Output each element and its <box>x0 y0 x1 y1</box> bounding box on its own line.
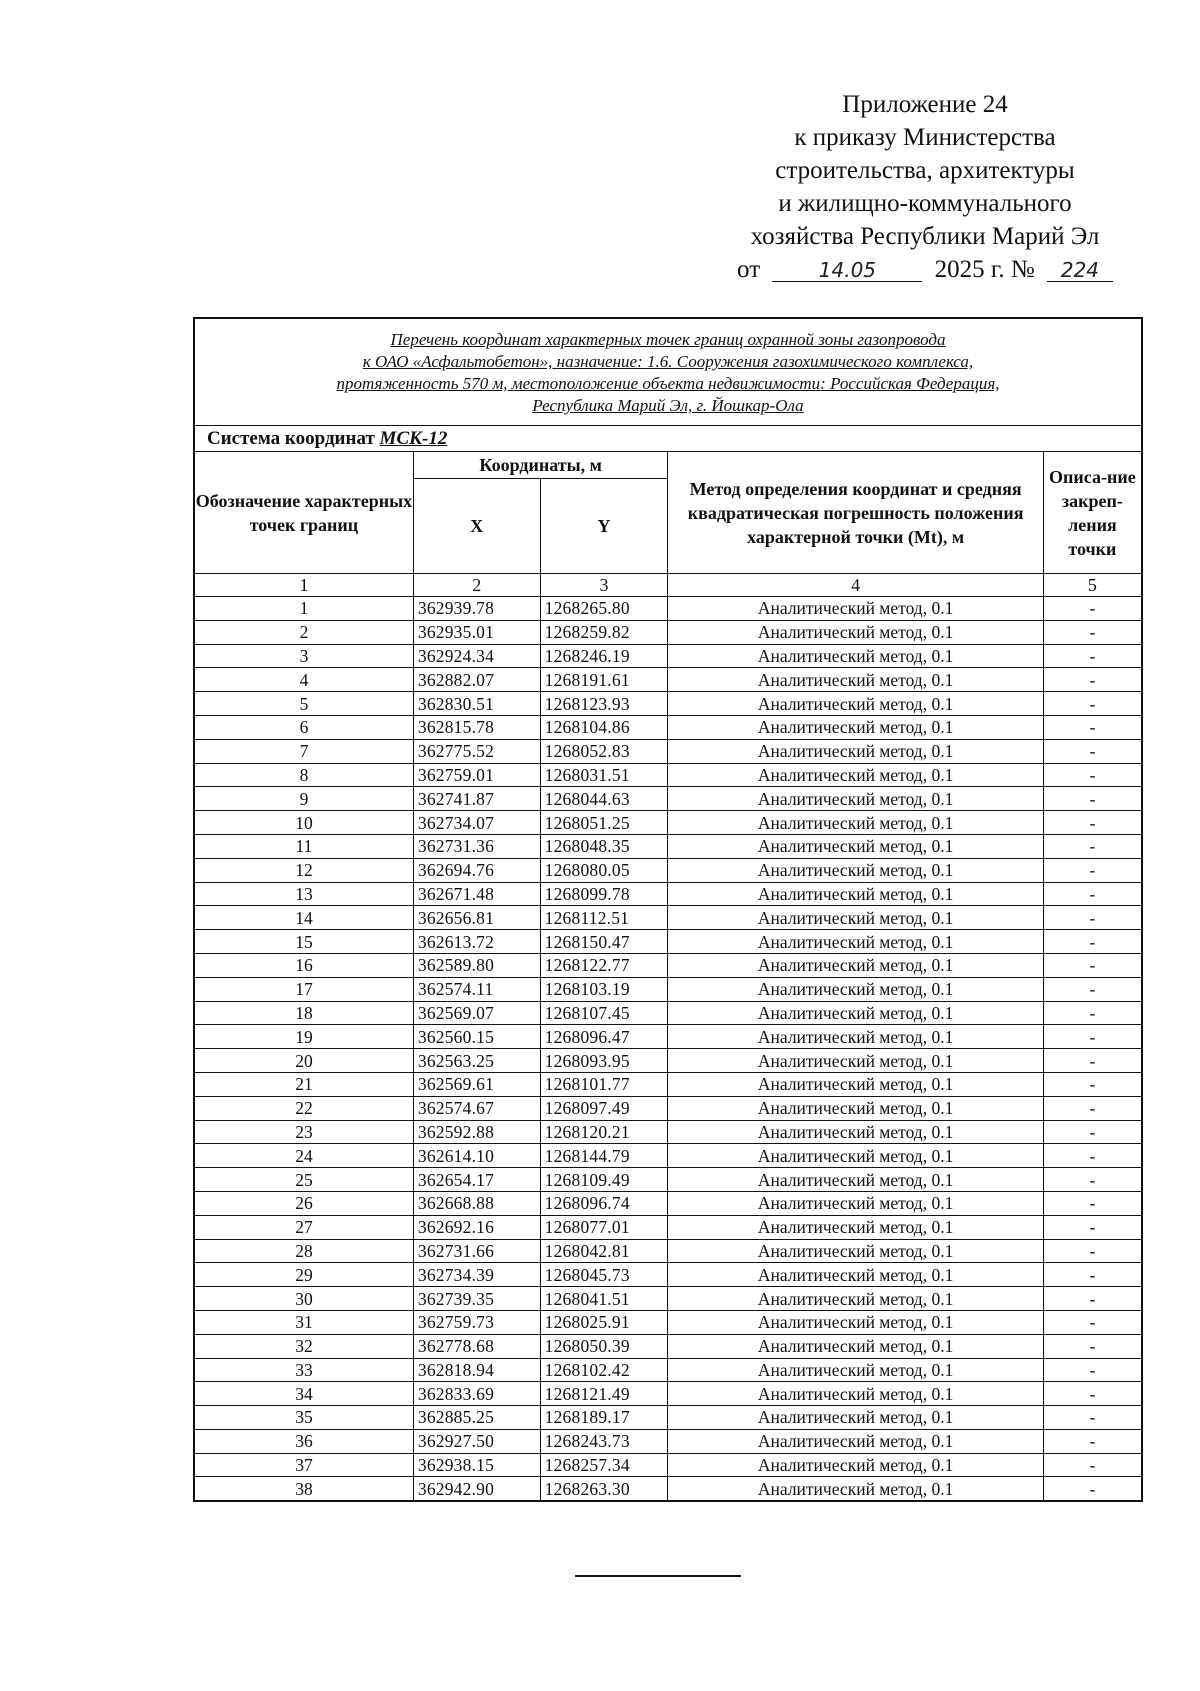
point-number-cell: 12 <box>194 858 413 882</box>
y-coordinate-cell: 1268265.80 <box>540 597 668 621</box>
x-coordinate-cell: 362759.73 <box>413 1310 540 1334</box>
table-row <box>194 977 1142 1001</box>
description-cell: - <box>1043 763 1142 787</box>
table-row <box>194 668 1142 692</box>
description-cell: - <box>1043 1453 1142 1477</box>
method-cell: Аналитический метод, 0.1 <box>668 1168 1043 1192</box>
x-coordinate-cell: 362574.67 <box>413 1096 540 1120</box>
description-cell: - <box>1043 953 1142 977</box>
table-title-line: Перечень координат характерных точек границ охранной зоны газопровода <box>390 330 946 349</box>
point-number-cell: 19 <box>194 1025 413 1049</box>
table-row <box>194 1239 1142 1263</box>
x-coordinate-cell: 362935.01 <box>413 620 540 644</box>
table-row <box>194 906 1142 930</box>
description-cell: - <box>1043 1191 1142 1215</box>
description-cell: - <box>1043 597 1142 621</box>
point-number-cell: 13 <box>194 882 413 906</box>
description-cell: - <box>1043 620 1142 644</box>
x-coordinate-cell: 362775.52 <box>413 739 540 763</box>
column-number: 3 <box>540 574 668 597</box>
data-rows <box>194 597 1142 1502</box>
coordinate-system-row <box>194 426 1142 452</box>
x-coordinate-cell: 362734.39 <box>413 1263 540 1287</box>
method-cell: Аналитический метод, 0.1 <box>668 1429 1043 1453</box>
method-cell: Аналитический метод, 0.1 <box>668 1453 1043 1477</box>
table-row <box>194 597 1142 621</box>
table-row <box>194 1334 1142 1358</box>
table-row <box>194 620 1142 644</box>
y-coordinate-cell: 1268096.74 <box>540 1191 668 1215</box>
description-cell: - <box>1043 1001 1142 1025</box>
coordinate-system-value: МСК-12 <box>379 427 448 449</box>
x-coordinate-cell: 362574.11 <box>413 977 540 1001</box>
table-row <box>194 1072 1142 1096</box>
annex-line-housing: и жилищно-коммунального <box>778 190 1072 217</box>
point-number-cell: 17 <box>194 977 413 1001</box>
point-number-cell: 11 <box>194 834 413 858</box>
x-coordinate-cell: 362694.76 <box>413 858 540 882</box>
y-coordinate-cell: 1268243.73 <box>540 1429 668 1453</box>
method-cell: Аналитический метод, 0.1 <box>668 739 1043 763</box>
y-coordinate-cell: 1268189.17 <box>540 1406 668 1430</box>
y-coordinate-cell: 1268052.83 <box>540 739 668 763</box>
x-coordinate-cell: 362833.69 <box>413 1382 540 1406</box>
description-cell: - <box>1043 906 1142 930</box>
y-coordinate-cell: 1268042.81 <box>540 1239 668 1263</box>
x-coordinate-cell: 362778.68 <box>413 1334 540 1358</box>
point-number-cell: 32 <box>194 1334 413 1358</box>
y-coordinate-cell: 1268048.35 <box>540 834 668 858</box>
description-cell: - <box>1043 977 1142 1001</box>
table-row <box>194 1477 1142 1501</box>
point-number-cell: 16 <box>194 953 413 977</box>
point-number-cell: 1 <box>194 597 413 621</box>
y-coordinate-cell: 1268080.05 <box>540 858 668 882</box>
point-number-cell: 33 <box>194 1358 413 1382</box>
point-number-cell: 15 <box>194 930 413 954</box>
x-coordinate-cell: 362656.81 <box>413 906 540 930</box>
table-row <box>194 930 1142 954</box>
y-coordinate-cell: 1268051.25 <box>540 811 668 835</box>
table-row <box>194 858 1142 882</box>
y-coordinate-cell: 1268050.39 <box>540 1334 668 1358</box>
point-number-cell: 30 <box>194 1287 413 1311</box>
description-cell: - <box>1043 1025 1142 1049</box>
x-coordinate-cell: 362613.72 <box>413 930 540 954</box>
y-coordinate-cell: 1268191.61 <box>540 668 668 692</box>
table-row <box>194 1215 1142 1239</box>
table-title-line: Республика Марий Эл, г. Йошкар-Ола <box>532 396 804 415</box>
table-row <box>194 1382 1142 1406</box>
header-description: Описа-ние закреп-ления точки <box>1043 452 1142 574</box>
point-number-cell: 31 <box>194 1310 413 1334</box>
method-cell: Аналитический метод, 0.1 <box>668 811 1043 835</box>
point-number-cell: 29 <box>194 1263 413 1287</box>
method-cell: Аналитический метод, 0.1 <box>668 1072 1043 1096</box>
handwritten-order-number: 224 <box>1047 259 1113 282</box>
method-cell: Аналитический метод, 0.1 <box>668 620 1043 644</box>
coordinates-table <box>193 317 1143 1502</box>
point-number-cell: 36 <box>194 1429 413 1453</box>
method-cell: Аналитический метод, 0.1 <box>668 930 1043 954</box>
x-coordinate-cell: 362671.48 <box>413 882 540 906</box>
method-cell: Аналитический метод, 0.1 <box>668 668 1043 692</box>
point-number-cell: 3 <box>194 644 413 668</box>
annex-header <box>690 88 1160 286</box>
header-method: Метод определения координат и средняя квадратическая погрешность положения характерной точки (Mt), м <box>668 452 1043 574</box>
method-cell: Аналитический метод, 0.1 <box>668 1310 1043 1334</box>
table-row <box>194 834 1142 858</box>
table-row <box>194 1406 1142 1430</box>
description-cell: - <box>1043 1358 1142 1382</box>
table-row <box>194 1025 1142 1049</box>
column-number: 4 <box>668 574 1043 597</box>
method-cell: Аналитический метод, 0.1 <box>668 1001 1043 1025</box>
y-coordinate-cell: 1268107.45 <box>540 1001 668 1025</box>
table-row <box>194 882 1142 906</box>
description-cell: - <box>1043 834 1142 858</box>
point-number-cell: 26 <box>194 1191 413 1215</box>
point-number-cell: 2 <box>194 620 413 644</box>
x-coordinate-cell: 362924.34 <box>413 644 540 668</box>
description-cell: - <box>1043 858 1142 882</box>
description-cell: - <box>1043 692 1142 716</box>
x-coordinate-cell: 362589.80 <box>413 953 540 977</box>
description-cell: - <box>1043 1072 1142 1096</box>
date-prefix: от <box>737 256 761 283</box>
point-number-cell: 20 <box>194 1049 413 1073</box>
table-row <box>194 1120 1142 1144</box>
annex-line-republic: хозяйства Республики Марий Эл <box>750 223 1100 250</box>
method-cell: Аналитический метод, 0.1 <box>668 1096 1043 1120</box>
description-cell: - <box>1043 715 1142 739</box>
y-coordinate-cell: 1268246.19 <box>540 644 668 668</box>
column-number-row <box>194 574 1142 597</box>
point-number-cell: 6 <box>194 715 413 739</box>
method-cell: Аналитический метод, 0.1 <box>668 1239 1043 1263</box>
point-number-cell: 18 <box>194 1001 413 1025</box>
y-coordinate-cell: 1268093.95 <box>540 1049 668 1073</box>
point-number-cell: 23 <box>194 1120 413 1144</box>
x-coordinate-cell: 362927.50 <box>413 1429 540 1453</box>
y-coordinate-cell: 1268123.93 <box>540 692 668 716</box>
column-number: 1 <box>194 574 413 597</box>
x-coordinate-cell: 362741.87 <box>413 787 540 811</box>
point-number-cell: 8 <box>194 763 413 787</box>
method-cell: Аналитический метод, 0.1 <box>668 597 1043 621</box>
method-cell: Аналитический метод, 0.1 <box>668 1025 1043 1049</box>
annex-title: Приложение 24 <box>842 91 1008 118</box>
y-coordinate-cell: 1268121.49 <box>540 1382 668 1406</box>
method-cell: Аналитический метод, 0.1 <box>668 1144 1043 1168</box>
y-coordinate-cell: 1268025.91 <box>540 1310 668 1334</box>
header-x: X <box>413 479 540 574</box>
table-row <box>194 1310 1142 1334</box>
method-cell: Аналитический метод, 0.1 <box>668 1477 1043 1501</box>
end-divider <box>575 1575 741 1577</box>
y-coordinate-cell: 1268101.77 <box>540 1072 668 1096</box>
table-row <box>194 1168 1142 1192</box>
point-number-cell: 25 <box>194 1168 413 1192</box>
header-row-1 <box>194 452 1142 479</box>
column-number: 5 <box>1043 574 1142 597</box>
table-row <box>194 953 1142 977</box>
x-coordinate-cell: 362668.88 <box>413 1191 540 1215</box>
method-cell: Аналитический метод, 0.1 <box>668 1191 1043 1215</box>
year-number-label: 2025 г. № <box>934 256 1035 283</box>
y-coordinate-cell: 1268122.77 <box>540 953 668 977</box>
method-cell: Аналитический метод, 0.1 <box>668 858 1043 882</box>
description-cell: - <box>1043 1168 1142 1192</box>
point-number-cell: 38 <box>194 1477 413 1501</box>
x-coordinate-cell: 362885.25 <box>413 1406 540 1430</box>
point-number-cell: 21 <box>194 1072 413 1096</box>
x-coordinate-cell: 362734.07 <box>413 811 540 835</box>
table-title <box>194 318 1142 426</box>
table-row <box>194 811 1142 835</box>
x-coordinate-cell: 362759.01 <box>413 763 540 787</box>
y-coordinate-cell: 1268096.47 <box>540 1025 668 1049</box>
annex-line-ministry: строительства, архитектуры <box>775 157 1075 184</box>
x-coordinate-cell: 362815.78 <box>413 715 540 739</box>
method-cell: Аналитический метод, 0.1 <box>668 1382 1043 1406</box>
method-cell: Аналитический метод, 0.1 <box>668 906 1043 930</box>
table-title-line: к ОАО «Асфальтобетон», назначение: 1.6. Сооружения газохимического комплекса, <box>362 352 974 371</box>
x-coordinate-cell: 362654.17 <box>413 1168 540 1192</box>
description-cell: - <box>1043 1382 1142 1406</box>
y-coordinate-cell: 1268257.34 <box>540 1453 668 1477</box>
point-number-cell: 34 <box>194 1382 413 1406</box>
x-coordinate-cell: 362563.25 <box>413 1049 540 1073</box>
description-cell: - <box>1043 787 1142 811</box>
description-cell: - <box>1043 1120 1142 1144</box>
method-cell: Аналитический метод, 0.1 <box>668 1215 1043 1239</box>
description-cell: - <box>1043 1096 1142 1120</box>
y-coordinate-cell: 1268099.78 <box>540 882 668 906</box>
handwritten-date: 14.05 <box>772 259 922 282</box>
description-cell: - <box>1043 1049 1142 1073</box>
x-coordinate-cell: 362731.36 <box>413 834 540 858</box>
table-body <box>194 318 1142 597</box>
table-row <box>194 787 1142 811</box>
table-title-line: протяженность 570 м, местоположение объекта недвижимости: Российская Федерация, <box>336 374 1000 393</box>
description-cell: - <box>1043 1144 1142 1168</box>
table-row <box>194 1263 1142 1287</box>
table-row <box>194 763 1142 787</box>
y-coordinate-cell: 1268031.51 <box>540 763 668 787</box>
description-cell: - <box>1043 1310 1142 1334</box>
y-coordinate-cell: 1268120.21 <box>540 1120 668 1144</box>
description-cell: - <box>1043 1406 1142 1430</box>
y-coordinate-cell: 1268077.01 <box>540 1215 668 1239</box>
method-cell: Аналитический метод, 0.1 <box>668 1120 1043 1144</box>
point-number-cell: 10 <box>194 811 413 835</box>
method-cell: Аналитический метод, 0.1 <box>668 644 1043 668</box>
x-coordinate-cell: 362569.07 <box>413 1001 540 1025</box>
header-point: Обозначение характерных точек границ <box>194 452 413 574</box>
x-coordinate-cell: 362938.15 <box>413 1453 540 1477</box>
y-coordinate-cell: 1268041.51 <box>540 1287 668 1311</box>
method-cell: Аналитический метод, 0.1 <box>668 977 1043 1001</box>
y-coordinate-cell: 1268259.82 <box>540 620 668 644</box>
description-cell: - <box>1043 1215 1142 1239</box>
description-cell: - <box>1043 668 1142 692</box>
x-coordinate-cell: 362560.15 <box>413 1025 540 1049</box>
x-coordinate-cell: 362569.61 <box>413 1072 540 1096</box>
point-number-cell: 28 <box>194 1239 413 1263</box>
y-coordinate-cell: 1268112.51 <box>540 906 668 930</box>
description-cell: - <box>1043 811 1142 835</box>
description-cell: - <box>1043 1287 1142 1311</box>
table-row <box>194 1287 1142 1311</box>
table-row <box>194 1453 1142 1477</box>
method-cell: Аналитический метод, 0.1 <box>668 763 1043 787</box>
description-cell: - <box>1043 1429 1142 1453</box>
x-coordinate-cell: 362592.88 <box>413 1120 540 1144</box>
y-coordinate-cell: 1268103.19 <box>540 977 668 1001</box>
annex-date-line <box>690 253 1160 286</box>
table-row <box>194 739 1142 763</box>
description-cell: - <box>1043 1477 1142 1501</box>
x-coordinate-cell: 362739.35 <box>413 1287 540 1311</box>
x-coordinate-cell: 362830.51 <box>413 692 540 716</box>
table-row <box>194 1191 1142 1215</box>
description-cell: - <box>1043 882 1142 906</box>
point-number-cell: 14 <box>194 906 413 930</box>
header-y: Y <box>540 479 668 574</box>
point-number-cell: 5 <box>194 692 413 716</box>
method-cell: Аналитический метод, 0.1 <box>668 692 1043 716</box>
method-cell: Аналитический метод, 0.1 <box>668 1263 1043 1287</box>
coordinate-system <box>194 426 1142 452</box>
coordinate-system-label: Система координат <box>207 427 375 449</box>
y-coordinate-cell: 1268109.49 <box>540 1168 668 1192</box>
method-cell: Аналитический метод, 0.1 <box>668 1406 1043 1430</box>
table-row <box>194 1144 1142 1168</box>
point-number-cell: 24 <box>194 1144 413 1168</box>
point-number-cell: 7 <box>194 739 413 763</box>
description-cell: - <box>1043 739 1142 763</box>
y-coordinate-cell: 1268263.30 <box>540 1477 668 1501</box>
point-number-cell: 27 <box>194 1215 413 1239</box>
description-cell: - <box>1043 644 1142 668</box>
method-cell: Аналитический метод, 0.1 <box>668 882 1043 906</box>
y-coordinate-cell: 1268044.63 <box>540 787 668 811</box>
header-coordinates: Координаты, м <box>413 452 668 479</box>
method-cell: Аналитический метод, 0.1 <box>668 787 1043 811</box>
y-coordinate-cell: 1268144.79 <box>540 1144 668 1168</box>
table-row <box>194 715 1142 739</box>
method-cell: Аналитический метод, 0.1 <box>668 1334 1043 1358</box>
description-cell: - <box>1043 1334 1142 1358</box>
y-coordinate-cell: 1268045.73 <box>540 1263 668 1287</box>
table-row <box>194 1429 1142 1453</box>
table-row <box>194 1049 1142 1073</box>
y-coordinate-cell: 1268097.49 <box>540 1096 668 1120</box>
x-coordinate-cell: 362882.07 <box>413 668 540 692</box>
table-row <box>194 692 1142 716</box>
table-row <box>194 1358 1142 1382</box>
description-cell: - <box>1043 1263 1142 1287</box>
y-coordinate-cell: 1268104.86 <box>540 715 668 739</box>
point-number-cell: 4 <box>194 668 413 692</box>
point-number-cell: 35 <box>194 1406 413 1430</box>
table-title-row <box>194 318 1142 426</box>
table-row <box>194 1096 1142 1120</box>
x-coordinate-cell: 362692.16 <box>413 1215 540 1239</box>
point-number-cell: 37 <box>194 1453 413 1477</box>
method-cell: Аналитический метод, 0.1 <box>668 953 1043 977</box>
x-coordinate-cell: 362939.78 <box>413 597 540 621</box>
point-number-cell: 22 <box>194 1096 413 1120</box>
x-coordinate-cell: 362942.90 <box>413 1477 540 1501</box>
point-number-cell: 9 <box>194 787 413 811</box>
x-coordinate-cell: 362818.94 <box>413 1358 540 1382</box>
x-coordinate-cell: 362731.66 <box>413 1239 540 1263</box>
method-cell: Аналитический метод, 0.1 <box>668 1049 1043 1073</box>
description-cell: - <box>1043 930 1142 954</box>
y-coordinate-cell: 1268150.47 <box>540 930 668 954</box>
annex-line-order: к приказу Министерства <box>794 124 1056 151</box>
method-cell: Аналитический метод, 0.1 <box>668 834 1043 858</box>
y-coordinate-cell: 1268102.42 <box>540 1358 668 1382</box>
x-coordinate-cell: 362614.10 <box>413 1144 540 1168</box>
column-number: 2 <box>413 574 540 597</box>
table-row <box>194 1001 1142 1025</box>
method-cell: Аналитический метод, 0.1 <box>668 1358 1043 1382</box>
table-row <box>194 644 1142 668</box>
description-cell: - <box>1043 1239 1142 1263</box>
method-cell: Аналитический метод, 0.1 <box>668 715 1043 739</box>
method-cell: Аналитический метод, 0.1 <box>668 1287 1043 1311</box>
